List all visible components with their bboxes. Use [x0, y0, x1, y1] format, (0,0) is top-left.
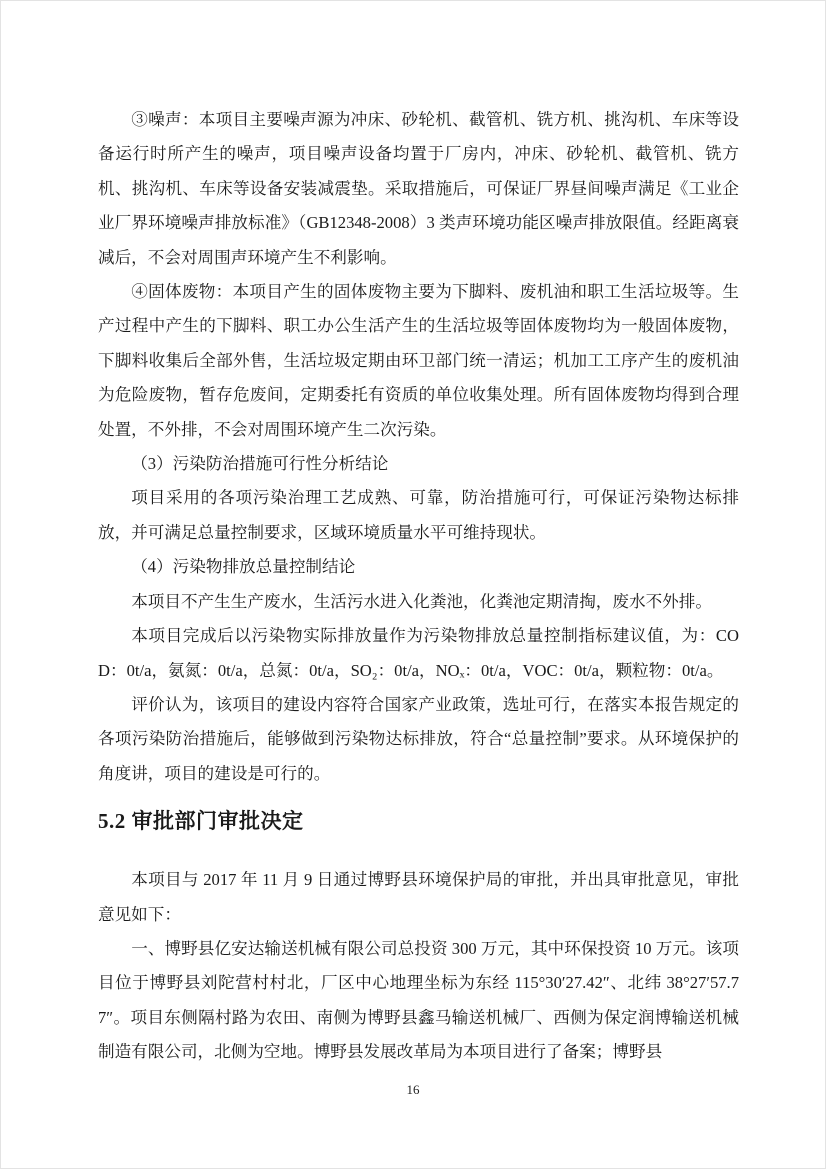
page-number: 16: [406, 1082, 420, 1097]
paragraph-solid-waste: ④固体废物：本项目产生的固体废物主要为下脚料、废机油和职工生活垃圾等。生产过程中产生的下脚料、职工办公生活产生的生活垃圾等固体废物均为一般固体废物，下脚料收集后全部外售，生活垃圾定期由环卫部门统一清运；机加工工序产生的废机油为危险废物，暂存危废间，定期委托有资质的单位收集处理。所有固体废物均得到合理处置，不外排，不会对周围环境产生二次污染。: [98, 282, 739, 439]
paragraph-approval-intro: 本项目与 2017 年 11 月 9 日通过博野县环境保护局的审批，并出具审批意见，审批意见如下：: [98, 870, 739, 924]
paragraph-emission-indicators: 本项目完成后以污染物实际排放量作为污染物排放总量控制指标建议值，为：COD：0t/a，氨氮：0t/a，总氮：0t/a，SO₂：0t/a，NOₓ：0t/a，VOC：0t/a，颗粒物：0t/a。: [98, 626, 739, 680]
page-content: [98, 1, 739, 1070]
paragraph-noise: ③噪声：本项目主要噪声源为冲床、砂轮机、截管机、铣方机、挑沟机、车床等设备运行时所产生的噪声，项目噪声设备均置于厂房内，冲床、砂轮机、截管机、铣方机、挑沟机、车床等设备安装减震垫。采取措施后，可保证厂界昼间噪声满足《工业企业厂界环境噪声排放标准》（GB12348-2008）3 类声环境功能区噪声排放限值。经距离衰减后，不会对周围声环境产生不利影响。: [98, 110, 739, 267]
section-heading-approval-decision: 5.2 审批部门审批决定: [98, 809, 304, 834]
paragraph-measures-feasibility-title: （3）污染防治措施可行性分析结论: [131, 454, 389, 474]
paragraph-measures-feasibility-body: 项目采用的各项污染治理工艺成熟、可靠，防治措施可行，可保证污染物达标排放，并可满足总量控制要求，区域环境质量水平可维持现状。: [98, 488, 739, 542]
paragraph-total-emission-title: （4）污染物排放总量控制结论: [131, 557, 356, 577]
paragraph-approval-item-one: 一、博野县亿安达输送机械有限公司总投资 300 万元，其中环保投资 10 万元。该项目位于博野县刘陀营村村北，厂区中心地理坐标为东经 115°30′27.42″、北纬 38°27′57.77″。项目东侧隔村路为农田、南侧为博野县鑫马输送机械厂、西侧为保定润博输送机械制造有限公司，北侧为空地。博野县发展改革局为本项目进行了备案；博野县: [98, 938, 739, 1062]
paragraph-wastewater: 本项目不产生生产废水，生活污水进入化粪池，化粪池定期清掏，废水不外排。: [131, 591, 712, 611]
paragraph-evaluation-conclusion: 评价认为，该项目的建设内容符合国家产业政策，选址可行，在落实本报告规定的各项污染防治措施后，能够做到污染物达标排放，符合“总量控制”要求。从环境保护的角度讲，项目的建设是可行的。: [98, 694, 739, 783]
